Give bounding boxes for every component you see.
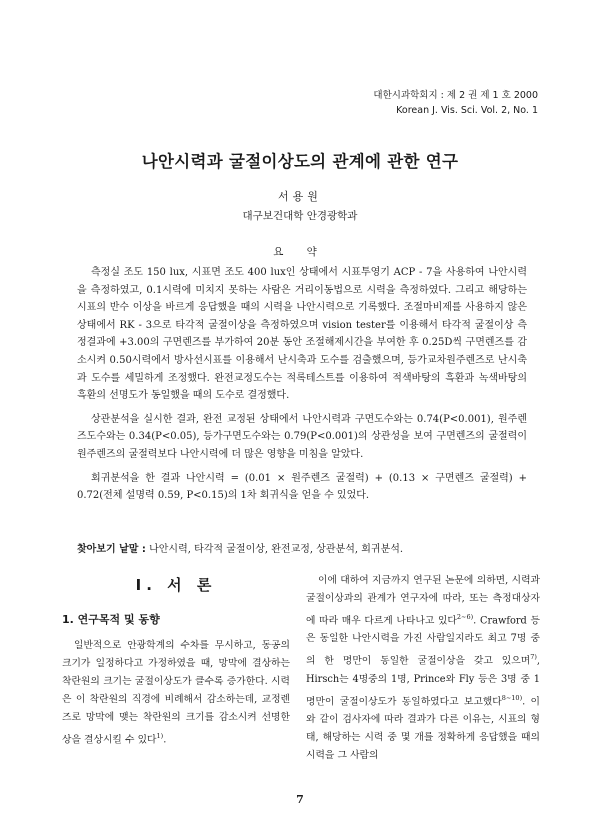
page-number: 7: [296, 793, 304, 806]
abstract-body: [77, 264, 527, 511]
author-affiliation: 대구보건대학 안경광학과: [242, 210, 358, 222]
abstract-paragraph: 측정실 조도 150 lux, 시표면 조도 400 lux인 상태에서 시표투영기 ACP - 7을 사용하여 나안시력을 측정하였고, 0.1시력에 미치지 못하는 사람은 거리이동법으로 시력을 측정하였다. 그리고 해당하는 시표의 반수 이상을 바르게 응답했을 때의 시력을 나안시력으로 기록했다. 조절마비제를 사용하지 않은 상태에서 RK - 3으로 타각적 굴절이상을 측정하였으며 vision tester를 이용해서 타각적 굴절이상 측정결과에 +3.00의 구면렌즈를 부가하여 20분 동안 조절해제시간을 부여한 후 0.25D씩 구면렌즈를 감소시켜 0.50시력에서 방사선시표를 이용해서 난시축과 도수를 검출했으며, 등가교차원주렌즈로 난시축과 도수를 세밀하게 조정했다. 완전교정도수는 적록테스트를 이용하여 적색바탕의 흑환과 녹색바탕의 흑환의 선명도가 동일했을 때의 도수로 결정했다.: [77, 267, 527, 402]
citation-ref: 2∼6): [456, 613, 474, 621]
intro-right-text: , Hirsch는 4명중의 1명, Prince와 Fly 등은 3명 중 1명만이 굴절이상도가 동일하였다고 보고했다: [306, 655, 540, 707]
abstract-paragraph: 회귀분석을 한 결과 나안시력 = (0.01 × 원주렌즈 굴절력) + (0.13 × 구면렌즈 굴절력) + 0.72(전체 설명력 0.59, P<0.15)의 1차 회귀식을 얻을 수 있었다.: [77, 472, 527, 502]
subsection-heading: 1. 연구목적 및 동향: [62, 613, 160, 626]
keywords-label: 찾아보기 낱말 :: [77, 544, 146, 555]
intro-paragraph-left: [62, 637, 290, 749]
paper-title: 나안시력과 굴절이상도의 관계에 관한 연구: [141, 152, 459, 171]
citation-ref: 7): [530, 653, 537, 662]
intro-left-end: .: [163, 734, 167, 746]
intro-right-text: 이에 대하여 지금까지 연구된 논문에 의하면, 시력과 굴절이상과의 관계가 연구자에 따라, 또는 측정대상자에 따라 매우 다르게 나타나고 있다: [306, 575, 540, 627]
left-column: [62, 570, 290, 749]
journal-header-english: Korean J. Vis. Sci. Vol. 2, No. 1: [396, 105, 538, 116]
intro-paragraph-right: [306, 572, 540, 765]
abstract-heading: 요 약: [273, 246, 327, 258]
intro-right-text: . Crawford 등은 동일한 나안시력을 가진 사람일지라도 최고 7명 중의 한 명만이 동일한 굴절이상을 갖고 있으며: [306, 615, 540, 667]
intro-left-text: 일반적으로 안광학계의 수차를 무시하고, 동공의 크기가 일정하다고 가정하였을 때, 망막에 결상하는 착란원의 크기는 굴절이상도가 클수록 증가한다. 시력은 이 착란원의 직경에 비례해서 감소하는데, 교정렌즈로 망막에 맺는 착란원의 크기를 감소시켜 선명한 상을 결상시킬 수 있다: [62, 640, 290, 746]
abstract-paragraph: 상관분석을 실시한 결과, 완전 교정된 상태에서 나안시력과 구면도수와는 0.74(P<0.001), 원주렌즈도수와는 0.34(P<0.05), 등가구면도수와는 0.79(P<0.001)의 상관성을 보여 구면렌즈의 굴절력이 원주렌즈의 굴절력보다 나안시력에 더 많은 영향을 미침을 알았다.: [77, 413, 527, 460]
author-name: 서용원: [278, 190, 322, 203]
keywords-line: [77, 540, 537, 555]
section-heading: I. 서 론: [135, 576, 217, 594]
right-column: [306, 572, 540, 765]
journal-header-korean: 대한시과학회지 : 제 2 권 제 1 호 2000: [373, 90, 538, 101]
keywords-text: 나안시력, 타각적 굴절이상, 완전교정, 상관분석, 회귀분석.: [145, 544, 404, 555]
intro-right-text: . 이와 같이 검사자에 따라 결과가 다른 이유는, 시표의 형태, 해당하는 시력 중 몇 개를 정확하게 응답했을 때의 시력을 그 사람의: [306, 695, 540, 761]
citation-ref: 1): [156, 732, 164, 740]
citation-ref: 8∼10): [501, 693, 523, 702]
journal-header: [373, 88, 538, 118]
